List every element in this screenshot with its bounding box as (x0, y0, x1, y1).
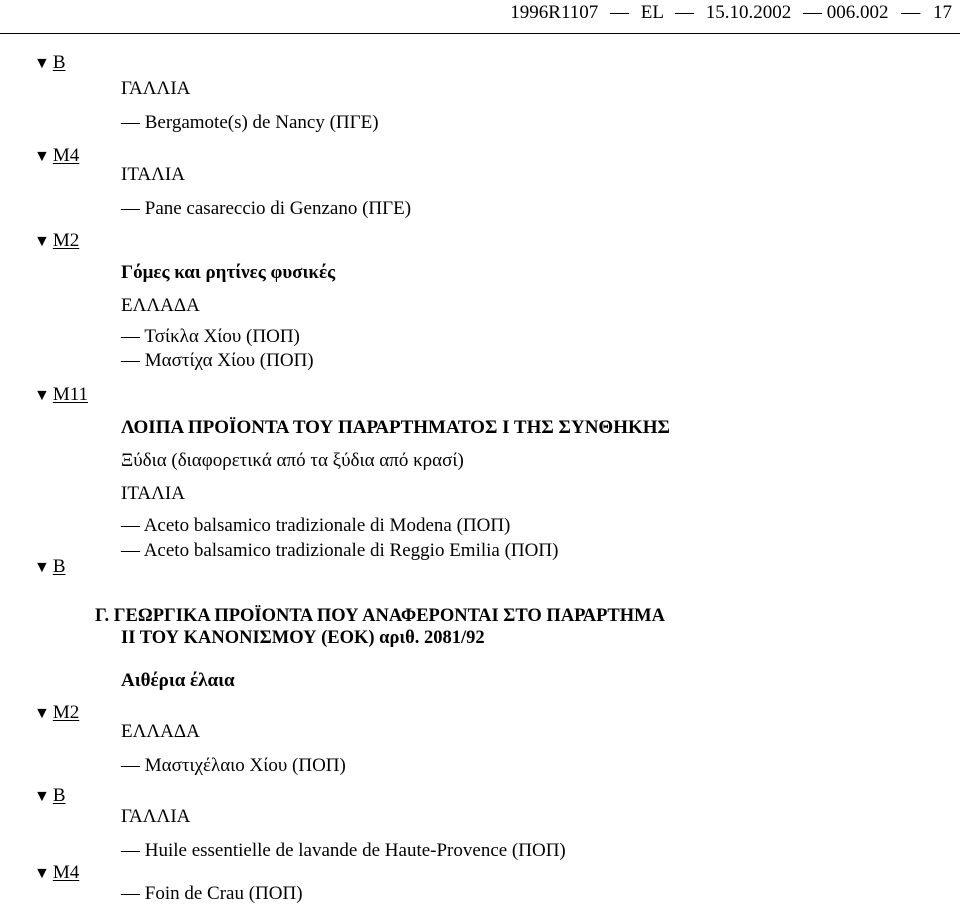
version-number: 006.002 (826, 2, 889, 23)
header-separator: — (803, 2, 822, 23)
category-heading: Γόμες και ρητίνες φυσικές (121, 262, 336, 283)
page-header (510, 2, 952, 24)
dash: — (121, 198, 140, 219)
list-item-text: Bergamote(s) de Nancy (ΠΓΕ) (144, 112, 379, 133)
list-item (121, 883, 303, 905)
country-heading: ΓΑΛΛΙΑ (121, 78, 191, 99)
triangle-down-icon: ▼ (34, 233, 50, 250)
dash: — (121, 515, 140, 536)
triangle-down-icon: ▼ (34, 148, 50, 165)
country-heading: ΕΛΛΑΔΑ (121, 721, 200, 742)
header-separator: — (675, 2, 694, 23)
header-rule (0, 33, 960, 34)
country-heading: ΙΤΑΛΙΑ (121, 483, 185, 504)
amendment-code: B (52, 556, 66, 577)
list-item (121, 198, 411, 220)
section-title-line: Γ. ΓΕΩΡΓΙΚΑ ΠΡΟΪΟΝΤΑ ΠΟΥ ΑΝΑΦΕΡΟΝΤΑΙ ΣΤΟ ΠΑΡΑΡΤΗΜΑ (95, 606, 665, 626)
list-item (121, 350, 314, 372)
dash: — (121, 326, 140, 347)
list-item (121, 112, 379, 134)
section-title-line: ΙΙ ΤΟΥ ΚΑΝΟΝΙΣΜΟΥ (ΕΟΚ) αριθ. 2081/92 (121, 628, 485, 648)
list-item (121, 326, 300, 348)
amendment-marker (34, 702, 79, 724)
country-heading: ΙΤΑΛΙΑ (121, 164, 185, 185)
category-heading: Αιθέρια έλαια (121, 670, 235, 691)
amendment-code: B (52, 785, 66, 806)
amendment-marker (34, 52, 66, 74)
document-id: 1996R1107 (510, 2, 599, 23)
amendment-code: M2 (52, 230, 80, 251)
list-item (121, 515, 510, 537)
amendment-marker (34, 230, 79, 252)
dash: — (121, 883, 140, 904)
header-separator: — (901, 2, 921, 23)
list-item-text: Μαστίχα Χίου (ΠΟΠ) (144, 350, 314, 371)
language-code: EL (640, 2, 664, 23)
list-item-text: Μαστιχέλαιο Χίου (ΠΟΠ) (144, 755, 346, 776)
list-item-text: Aceto balsamico tradizionale di Modena (ΠΟΠ) (143, 515, 511, 536)
triangle-down-icon: ▼ (34, 788, 50, 805)
page-number: 17 (933, 2, 952, 23)
amendment-code: B (52, 52, 66, 73)
amendment-code: M4 (52, 862, 80, 883)
document-date: 15.10.2002 (705, 2, 792, 23)
header-separator: — (609, 2, 629, 23)
triangle-down-icon: ▼ (34, 705, 50, 722)
list-item-text: Aceto balsamico tradizionale di Reggio Emilia (ΠΟΠ) (143, 540, 559, 561)
amendment-code: M4 (52, 145, 80, 166)
dash: — (121, 350, 140, 371)
list-item (121, 840, 566, 862)
dash: — (121, 840, 140, 861)
section-title (95, 605, 665, 649)
list-item-text: Foin de Crau (ΠΟΠ) (144, 883, 303, 904)
triangle-down-icon: ▼ (34, 387, 50, 404)
amendment-marker (34, 384, 88, 406)
triangle-down-icon: ▼ (34, 559, 50, 576)
list-item-text: Τσίκλα Χίου (ΠΟΠ) (144, 326, 300, 347)
list-item-text: Huile essentielle de lavande de Haute-Provence (ΠΟΠ) (144, 840, 566, 861)
list-item (121, 755, 346, 777)
country-heading: ΓΑΛΛΙΑ (121, 806, 191, 827)
dash: — (121, 755, 140, 776)
amendment-marker (34, 556, 66, 578)
amendment-marker (34, 785, 66, 807)
amendment-code: M11 (52, 384, 89, 405)
country-heading: ΕΛΛΑΔΑ (121, 295, 200, 316)
amendment-marker (34, 145, 79, 167)
list-item (121, 540, 558, 562)
dash: — (121, 540, 140, 561)
dash: — (121, 112, 140, 133)
amendment-code: M2 (52, 702, 80, 723)
amendment-marker (34, 862, 79, 884)
triangle-down-icon: ▼ (34, 865, 50, 882)
category-heading: Ξύδια (διαφορετικά από τα ξύδια από κρασί) (121, 450, 464, 471)
section-heading: ΛΟΙΠΑ ΠΡΟΪΟΝΤΑ ΤΟΥ ΠΑΡΑΡΤΗΜΑΤΟΣ Ι ΤΗΣ ΣΥΝΘΗΚΗΣ (121, 417, 670, 438)
triangle-down-icon: ▼ (34, 55, 50, 72)
list-item-text: Pane casareccio di Genzano (ΠΓΕ) (144, 198, 412, 219)
